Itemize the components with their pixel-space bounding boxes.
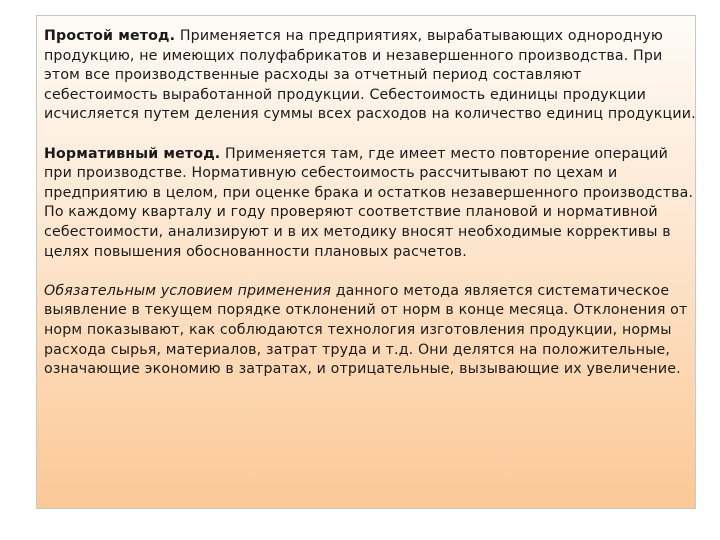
text-run: Применяется на предприятиях, вырабатывающих однородную (175, 28, 663, 44)
paragraph-normative-method (44, 145, 696, 263)
term-normative-method: Нормативный метод. (44, 145, 221, 162)
text-line: выявление в текущем порядке отклонений от норм в конце месяца. Отклонения от (44, 302, 688, 319)
term-mandatory-condition: Обязательным условием применения (44, 282, 332, 299)
text-line: целях повышения обоснованности плановых расчетов. (44, 243, 467, 260)
text-line: расхода сырья, материалов, затрат труда и т.д. Они делятся на положительные, (44, 341, 671, 358)
slide-text-body (44, 27, 696, 399)
text-line (44, 145, 696, 165)
text-line: предприятию в целом, при оценке брака и остатков незавершенного производства. (44, 184, 694, 201)
text-line: норм показывают, как соблюдаются технология изготовления продукции, нормы (44, 321, 672, 338)
text-line: себестоимости, анализируют и в их методику вносят необходимые коррективы в (44, 223, 671, 240)
text-line: По каждому кварталу и году проверяют соответствие плановой и нормативной (44, 204, 658, 221)
text-line: означающие экономию в затратах, и отрицательные, вызывающие их увеличение. (44, 361, 681, 378)
text-run: данного метода является систематическое (331, 282, 670, 299)
text-line: себестоимость выработанной продукции. Себестоимость единицы продукции (44, 86, 646, 103)
text-run: Применяется там, где имеет место повторение операций (220, 145, 669, 162)
text-line (44, 27, 696, 47)
text-line (44, 282, 696, 302)
paragraph-mandatory-condition (44, 282, 696, 380)
text-line: этом все производственные расходы за отчетный период составляют (44, 67, 582, 84)
text-line: при производстве. Нормативную себестоимость рассчитывают по цехам и (44, 165, 618, 182)
text-line: продукцию, не имеющих полуфабрикатов и незавершенного производства. При (44, 47, 663, 64)
text-line: исчисляется путем деления суммы всех расходов на количество единиц продукции. (44, 106, 696, 123)
slide (36, 15, 696, 509)
paragraph-simple-method (44, 27, 696, 125)
term-simple-method: Простой метод. (44, 28, 176, 44)
